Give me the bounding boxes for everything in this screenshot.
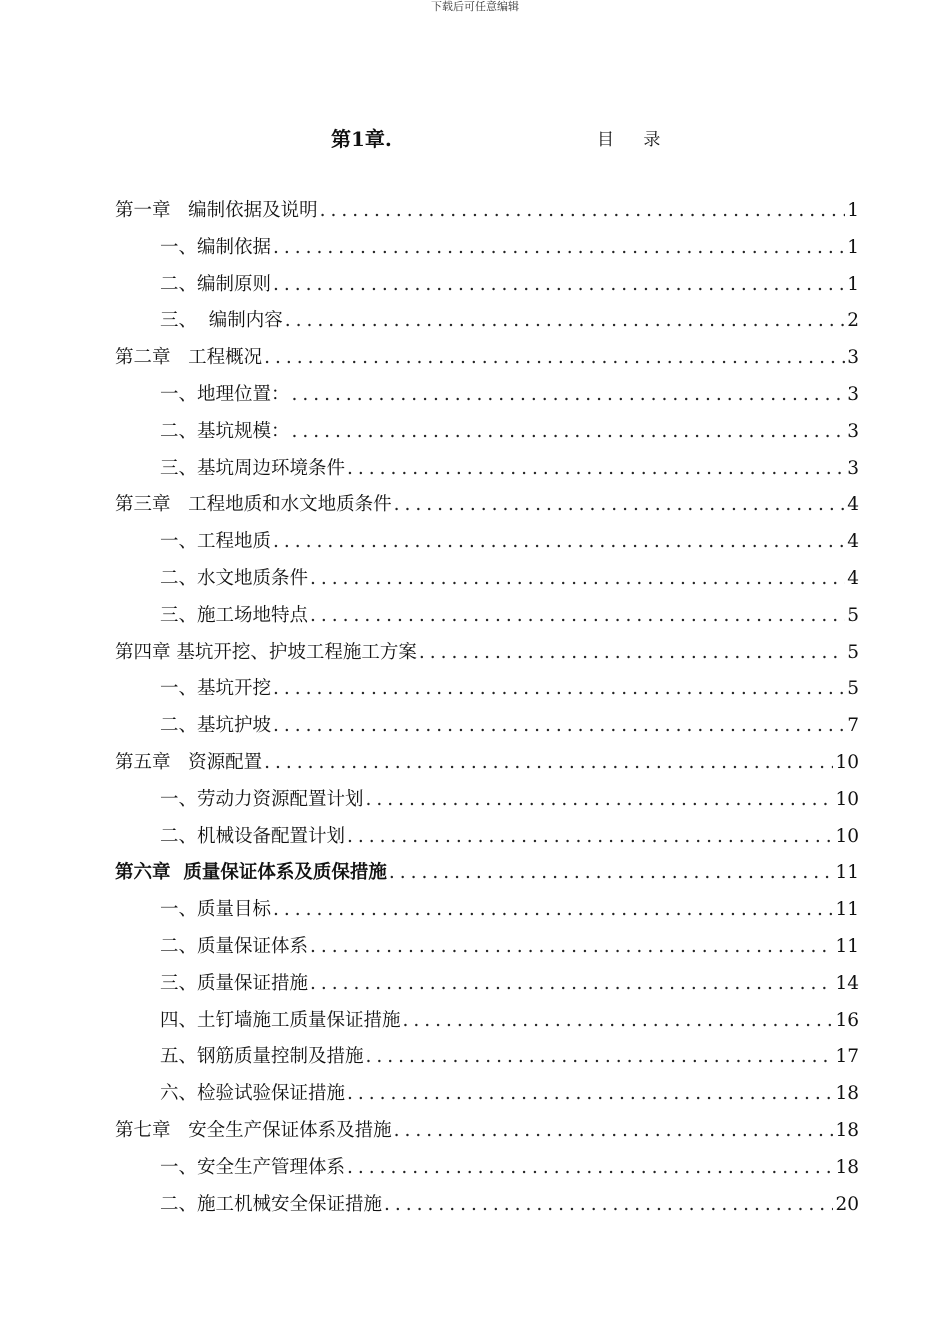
title-row [0,124,950,154]
toc-chapter-entry[interactable] [115,1113,859,1150]
toc-dot-leader [417,635,845,672]
toc-entry-title: 一、基坑开挖 [160,678,272,700]
toc-section-entry[interactable] [115,708,859,745]
toc-page-number: 1 [847,273,859,295]
toc-page-number: 3 [847,420,859,442]
toc-page-number: 7 [847,715,859,737]
toc-dot-leader [308,929,833,966]
toc-entry-title: 第四章 基坑开挖、护坡工程施工方案 [115,641,417,663]
toc-page-number: 14 [835,972,859,994]
toc-entry-title: 一、安全生产管理体系 [160,1156,346,1178]
toc-entry-title: 一、地理位置： [160,383,290,405]
toc-dot-leader [271,230,845,267]
toc-entry-title: 二、质量保证体系 [160,935,309,957]
toc-entry-title: 第七章 安全生产保证体系及措施 [115,1119,392,1141]
toc-chapter-entry[interactable] [115,745,859,782]
toc-entry-title: 三、质量保证措施 [160,972,309,994]
table-of-contents [115,193,859,1223]
toc-page-number: 5 [847,678,859,700]
toc-dot-leader [271,892,833,929]
toc-page-number: 18 [835,1156,859,1178]
toc-entry-title: 二、基坑规模： [160,420,290,442]
toc-entry-title: 六、检验试验保证措施 [160,1083,346,1105]
toc-page-number: 11 [835,899,859,921]
toc-page-number: 10 [835,825,859,847]
toc-page-number: 20 [835,1193,859,1215]
toc-dot-leader [392,1113,834,1150]
toc-page-number: 4 [847,531,859,553]
toc-page-number: 3 [847,383,859,405]
toc-dot-leader [271,524,845,561]
toc-dot-leader [271,267,845,304]
toc-page-number: 3 [847,457,859,479]
toc-section-entry[interactable] [115,414,859,451]
toc-dot-leader [345,819,833,856]
toc-section-entry[interactable] [115,451,859,488]
toc-entry-title: 一、劳动力资源配置计划 [160,788,364,810]
toc-page-number: 18 [835,1119,859,1141]
toc-dot-leader [345,1150,833,1187]
page-header-note: 下载后可任意编辑 [431,0,519,13]
toc-entry-title: 第三章 工程地质和水文地质条件 [115,494,392,516]
toc-page-number: 18 [835,1083,859,1105]
toc-dot-leader [262,340,845,377]
chapter-label: 第1章. [331,127,392,151]
toc-entry-title: 第一章 编制依据及说明 [115,200,318,221]
toc-dot-leader [318,193,846,230]
toc-page-number: 1 [847,200,859,221]
toc-entry-title: 一、质量目标 [160,899,272,921]
toc-entry-title: 一、工程地质 [160,531,272,553]
toc-dot-leader [262,745,833,782]
toc-entry-title: 二、水文地质条件 [160,567,309,589]
toc-entry-title: 三、施工场地特点 [160,604,309,626]
toc-dot-leader [308,561,845,598]
toc-entry-title: 二、基坑护坡 [160,715,272,737]
toc-section-entry[interactable] [115,561,859,598]
toc-section-entry[interactable] [115,230,859,267]
toc-section-entry[interactable] [115,966,859,1003]
toc-section-entry[interactable] [115,1039,859,1076]
toc-entry-title: 第五章 资源配置 [115,751,263,773]
toc-dot-leader [271,671,845,708]
toc-section-entry[interactable] [115,267,859,304]
toc-dot-leader [283,303,845,340]
toc-title: 目 录 [597,130,673,150]
toc-section-entry[interactable] [115,929,859,966]
toc-page-number: 11 [835,862,859,884]
toc-entry-title: 一、编制依据 [160,236,272,258]
toc-dot-leader [382,1187,833,1224]
toc-section-entry[interactable] [115,819,859,856]
toc-section-entry[interactable] [115,303,859,340]
toc-section-entry[interactable] [115,782,859,819]
toc-section-entry[interactable] [115,1003,859,1040]
toc-dot-leader [401,1003,834,1040]
toc-chapter-entry[interactable] [115,193,859,230]
toc-entry-title: 二、编制原则 [160,273,272,295]
toc-section-entry[interactable] [115,598,859,635]
toc-section-entry[interactable] [115,1150,859,1187]
toc-section-entry[interactable] [115,671,859,708]
toc-page-number: 11 [835,935,859,957]
toc-entry-title: 第六章 质量保证体系及质保措施 [115,862,387,884]
toc-entry-title: 五、钢筋质量控制及措施 [160,1046,364,1068]
toc-page-number: 16 [835,1009,859,1031]
toc-page-number: 3 [847,347,859,369]
toc-dot-leader [364,782,834,819]
toc-chapter-entry[interactable] [115,635,859,672]
toc-entry-title: 二、机械设备配置计划 [160,825,346,847]
toc-section-entry[interactable] [115,1076,859,1113]
toc-page-number: 5 [847,604,859,626]
toc-page-number: 2 [847,310,859,332]
toc-section-entry[interactable] [115,1187,859,1224]
toc-page-number: 4 [847,567,859,589]
toc-dot-leader [308,598,845,635]
toc-section-entry[interactable] [115,524,859,561]
toc-dot-leader [308,966,833,1003]
toc-page-number: 17 [835,1046,859,1068]
toc-dot-leader [290,414,846,451]
toc-dot-leader [364,1039,834,1076]
toc-dot-leader [345,1076,833,1113]
toc-chapter-entry[interactable] [115,855,859,892]
toc-page-number: 4 [847,494,859,516]
toc-page-number: 10 [835,751,859,773]
toc-entry-title: 第二章 工程概况 [115,347,263,369]
toc-page-number: 1 [847,236,859,258]
toc-dot-leader [392,487,846,524]
toc-page-number: 5 [847,641,859,663]
toc-dot-leader [290,377,846,414]
toc-chapter-entry[interactable] [115,340,859,377]
toc-chapter-entry[interactable] [115,487,859,524]
toc-section-entry[interactable] [115,892,859,929]
toc-page-number: 10 [835,788,859,810]
toc-entry-title: 四、土钉墙施工质量保证措施 [160,1009,401,1031]
toc-section-entry[interactable] [115,377,859,414]
toc-entry-title: 三、基坑周边环境条件 [160,457,346,479]
toc-entry-title: 三、 编制内容 [160,310,283,332]
toc-entry-title: 二、施工机械安全保证措施 [160,1193,383,1215]
toc-dot-leader [387,855,834,892]
toc-dot-leader [271,708,845,745]
toc-dot-leader [345,451,845,488]
